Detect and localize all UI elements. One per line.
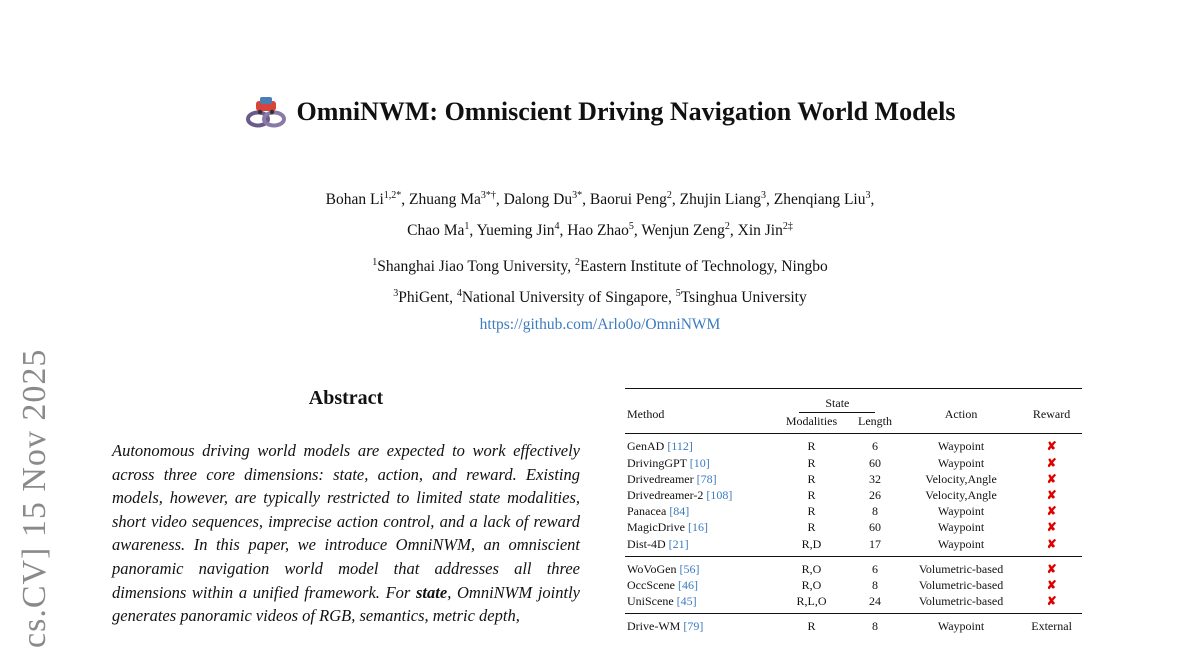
comparison-table-wrap: [625, 388, 1082, 639]
repo-link[interactable]: https://github.com/Arlo0o/OmniNWM: [479, 316, 721, 334]
header-action: Action: [944, 407, 978, 422]
author-name: Zhuang $Ma^{3*\dagger}$: [409, 190, 496, 209]
cell-modalities: R: [807, 455, 816, 470]
cell-length: 60: [869, 455, 881, 470]
table-row: [625, 614, 1082, 639]
author-name: Hao Zhao$^5$: [567, 221, 634, 240]
table-row: [625, 519, 1082, 535]
table-row: [625, 487, 1082, 503]
table-row: [625, 556, 1082, 577]
cross-mark-icon: ✘: [1046, 504, 1057, 519]
cell-method: MagicDrive [16]: [627, 520, 708, 535]
citation-link[interactable]: [46]: [677, 578, 698, 593]
cell-modalities: R: [774, 434, 849, 455]
cross-mark-icon: ✘: [1046, 488, 1057, 503]
paper-title: OmniNWM: Omniscient Driving Navigation World Models: [296, 97, 956, 126]
comparison-table: [625, 388, 1082, 639]
cell-length: 26: [869, 488, 881, 503]
cell-modalities: R,D: [801, 536, 822, 551]
author-name: Zhenqiang Liu$^3$: [773, 190, 871, 209]
cell-reward: [1021, 487, 1082, 503]
cross-mark-icon: ✘: [1046, 561, 1057, 576]
cell-action: Waypoint: [901, 614, 1021, 639]
cell-length: 8: [872, 504, 878, 519]
affiliation-line-1: $^1$Shanghai Jiao Tong University, $^2$Eastern Institute of Technology, Ningbo: [372, 257, 828, 276]
author-name: Zhujin Liang$^3$: [679, 190, 767, 209]
affiliation-name: $^2$Eastern Institute of Technology, Ningbo: [575, 257, 828, 276]
cell-length: 6: [849, 556, 901, 577]
author-name: Chao Ma$^1$: [407, 221, 470, 240]
cell-reward: [1021, 577, 1082, 593]
abstract-heading: Abstract: [308, 387, 384, 409]
table-row: [625, 577, 1082, 593]
cell-reward: [1021, 455, 1082, 471]
header-length: Length: [858, 414, 892, 429]
citation-link[interactable]: [108]: [706, 488, 733, 503]
cell-length: 8: [849, 614, 901, 639]
table-row: [625, 434, 1082, 455]
citation-link[interactable]: [112]: [667, 439, 693, 454]
author-line-1: Bohan $Li^{1,2*}$, Zhuang $Ma^{3*\dagger}$, Dalong $Du^{3*}$, Baorui Peng$^2$, Zhujin Liang$^3$, Zhenqiang Liu$^3$,: [325, 190, 875, 209]
citation-link[interactable]: [78]: [696, 471, 717, 486]
cell-modalities: R: [774, 614, 849, 639]
cross-mark-icon: ✘: [1046, 520, 1057, 535]
cell-method: DrivingGPT [10]: [627, 455, 710, 470]
author-list: [0, 182, 1200, 244]
cell-method: Drivedreamer-2 [108]: [627, 488, 733, 503]
abstract-text: Autonomous driving world models are expected to work effectively across three core dimensions: state, action, and reward. Existing models, however, are typically restricted to limited state modalities, short video sequences, imprecise action control, and a lack of reward awareness. In this paper, we introduce OmniNWM, an omniscient panoramic navigation world model that addresses all three dimensions within a unified framework. For state, OmniNWM jointly generates panoramic videos of RGB, semantics, metric depth,: [112, 441, 580, 626]
citation-link[interactable]: [84]: [669, 504, 690, 519]
cell-method: Panacea [84]: [627, 504, 690, 519]
cell-modalities: R: [807, 488, 816, 503]
affiliation-name: $^3$PhiGent: [393, 288, 450, 307]
header-reward: Reward: [1032, 407, 1071, 422]
citation-link[interactable]: [45]: [676, 594, 697, 609]
cell-action: Velocity,Angle: [925, 471, 997, 486]
cell-length: 17: [869, 536, 881, 551]
cell-length: 60: [869, 520, 881, 535]
cell-method: Drive-WM [79]: [625, 614, 774, 639]
cross-mark-icon: ✘: [1046, 455, 1057, 470]
cell-reward: [1021, 593, 1082, 614]
abstract-bold-word: state: [416, 582, 448, 602]
cell-method: OccScene [46]: [627, 578, 698, 593]
cell-action: Velocity,Angle: [925, 488, 997, 503]
cell-modalities: R,O: [774, 556, 849, 577]
cell-action: Waypoint: [937, 504, 985, 519]
cell-action: Waypoint: [901, 434, 1021, 455]
header-modalities: Modalities: [785, 414, 838, 429]
cell-length: 24: [869, 594, 881, 609]
cell-action: Volumetric-based: [918, 594, 1004, 609]
citation-link[interactable]: [21]: [668, 536, 689, 551]
author-line-2: Chao Ma$^1$, Yueming Jin$^4$, Hao Zhao$^5$, Wenjun Zeng$^2$, Xin Jin$^{2\ddagger}$: [407, 221, 793, 240]
title-row: [0, 94, 1200, 130]
cell-modalities: R,L,O: [796, 594, 827, 609]
cell-action: Volumetric-based: [918, 578, 1004, 593]
author-name: Bohan $Li^{1,2*}$: [325, 190, 402, 209]
cell-action: Waypoint: [937, 520, 985, 535]
affiliation-list: [0, 249, 1200, 338]
affiliation-line-2: $^3$PhiGent, $^4$National University of Singapore, $^5$Tsinghua University: [393, 288, 807, 307]
author-name: Wenjun Zeng$^2$: [641, 221, 730, 240]
affiliation-name: $^5$Tsinghua University: [675, 288, 807, 307]
affiliation-name: $^1$Shanghai Jiao Tong University: [372, 257, 568, 276]
cross-mark-icon: ✘: [1046, 578, 1057, 593]
cell-method: UniScene [45]: [627, 594, 697, 609]
table-row: [625, 536, 1082, 557]
cell-modalities: R: [807, 471, 816, 486]
cell-action: Waypoint: [937, 455, 985, 470]
author-name: Baorui Peng$^2$: [589, 190, 672, 209]
table-row: [625, 593, 1082, 614]
cell-method: GenAD [112]: [625, 434, 774, 455]
table-row: [625, 455, 1082, 471]
cell-length: 32: [869, 471, 881, 486]
cell-reward: [1021, 503, 1082, 519]
cell-length: 8: [872, 578, 878, 593]
cell-modalities: R: [807, 520, 816, 535]
cell-reward: [1021, 471, 1082, 487]
author-name: Xin Jin$^{2\ddagger}$: [737, 221, 793, 240]
cell-method: Drivedreamer [78]: [627, 471, 717, 486]
cell-modalities: R: [807, 504, 816, 519]
cross-mark-icon: ✘: [1046, 536, 1057, 551]
cross-mark-icon: ✘: [1046, 439, 1057, 454]
cell-action: Waypoint: [937, 536, 985, 551]
cell-method: Dist-4D [21]: [627, 536, 689, 551]
cross-mark-icon: ✘: [1046, 594, 1057, 609]
cell-length: 6: [849, 434, 901, 455]
cell-reward: [1021, 519, 1082, 535]
arxiv-stamp: cs.CV] 15 Nov 2025: [16, 348, 53, 648]
citation-link[interactable]: [79]: [683, 619, 704, 634]
header-state: State: [774, 389, 901, 414]
table-body: [625, 434, 1082, 639]
author-name: Yueming Jin$^4$: [476, 221, 560, 240]
cell-reward: [1021, 556, 1082, 577]
citation-link[interactable]: [16]: [687, 520, 708, 535]
author-name: Dalong $Du^{3*}$: [503, 190, 583, 209]
citation-link[interactable]: [10]: [689, 455, 710, 470]
affiliation-name: $^4$National University of Singapore: [456, 288, 669, 307]
cell-modalities: R,O: [801, 578, 822, 593]
cross-mark-icon: ✘: [1046, 471, 1057, 486]
cell-reward: External: [1021, 614, 1082, 639]
table-row: [625, 471, 1082, 487]
citation-link[interactable]: [56]: [679, 561, 700, 576]
header-method: Method: [627, 407, 665, 422]
omninwm-car-logo-icon: [245, 94, 287, 130]
cell-action: Volumetric-based: [901, 556, 1021, 577]
cell-method: WoVoGen [56]: [625, 556, 774, 577]
table-row: [625, 503, 1082, 519]
cell-reward: [1021, 434, 1082, 455]
cell-reward: [1021, 536, 1082, 557]
